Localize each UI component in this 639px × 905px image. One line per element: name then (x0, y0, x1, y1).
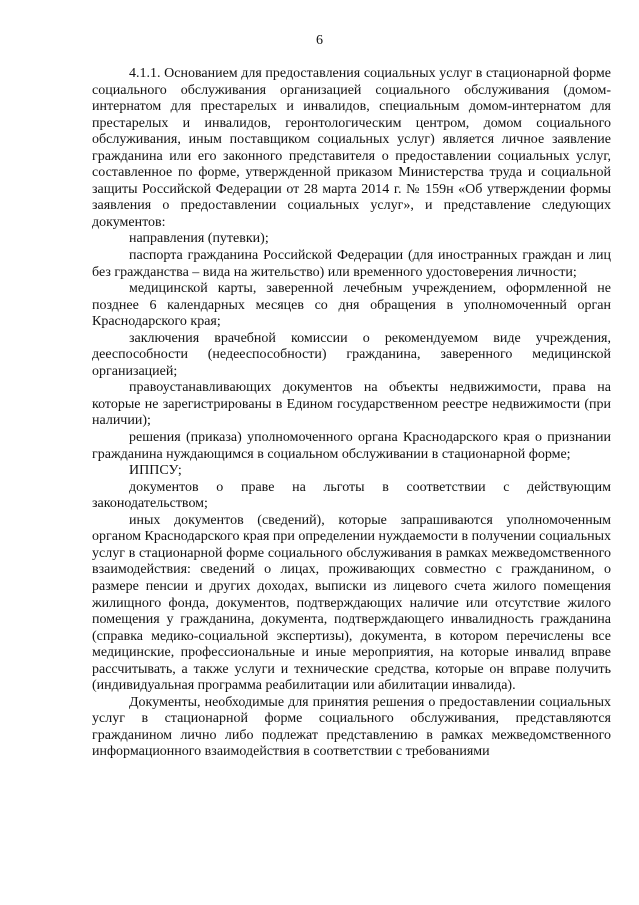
list-item-medical-card: медицинской карты, заверенной лечебным учреждением, оформленной не позднее 6 календарных месяцев со дня обращения в уполномоченный орган Краснодарского края; (92, 281, 611, 330)
list-item-medical-commission: заключения врачебной комиссии о рекомендуемом виде учреждения, дееспособности (недееспособности) гражданина, заверенного медицинской организацией; (92, 330, 611, 379)
list-item-benefit-documents: документов о праве на льготы в соответствии с действующим законодательством; (92, 479, 611, 512)
list-item-authority-decision: решения (приказа) уполномоченного органа Краснодарского края о признании гражданина нуждающимся в социальном обслуживании в стационарной форме; (92, 430, 611, 462)
page-number: 6 (316, 33, 323, 48)
document-body (92, 66, 611, 761)
list-item-ippsu: ИППСУ; (129, 463, 182, 479)
list-item-other-documents: иных документов (сведений), которые запрашиваются уполномоченным органом Краснодарского края при определении нуждаемости в получении социальных услуг в стационарной форме социального обслуживания в рамках межведомственного взаимодействия: сведений о лицах, проживающих совместно с гражданином, о размере пенсии и других доходах, выписки из лицевого счета жилого помещения жилищного фонда, документов, подтверждающих наличие или отсутствие жилого помещения у гражданина, документа, подтверждающего инвалидность гражданина (справка медико-социальной экспертизы), документа, в котором перечислены все медицинские, профессиональные и иные мероприятия, на которые инвалид вправе рассчитывать, а также услуги и технические средства, которые он вправе получить (индивидуальная программа реабилитации или абилитации инвалида). (92, 512, 611, 694)
list-item-property-documents: правоустанавливающих документов на объекты недвижимости, права на которые не зарегистрированы в Едином государственном реестре недвижимости (при наличии); (92, 380, 611, 429)
paragraph-4-1-1: 4.1.1. Основанием для предоставления социальных услуг в стационарной форме социального обслуживания организацией социального обслуживания (домом-интернатом для престарелых и инвалидов, специальным домом-интернатом для престарелых и инвалидов, геронтологическим центром, домом социального обслуживания, иным поставщиком социальных услуг) является личное заявление гражданина или его законного представителя о предоставлении социальных услуг, составленное по форме, утвержденной приказом Министерства труда и социальной защиты Российской Федерации от 28 марта 2014 г. № 159н «Об утверждении формы заявления о предоставлении социальных услуг», и представление следующих документов: (92, 66, 611, 230)
list-item-passport: паспорта гражданина Российской Федерации (для иностранных граждан и лиц без гражданства – вида на жительство) или временного удостоверения личности; (92, 248, 611, 280)
paragraph-documents-submission: Документы, необходимые для принятия решения о предоставлении социальных услуг в стационарной форме социального обслуживания, представляются гражданином лично либо подлежат представлению в рамках межведомственного информационного взаимодействия в соответствии с требованиями (92, 694, 611, 760)
list-item-referral: направления (путевки); (129, 231, 269, 247)
